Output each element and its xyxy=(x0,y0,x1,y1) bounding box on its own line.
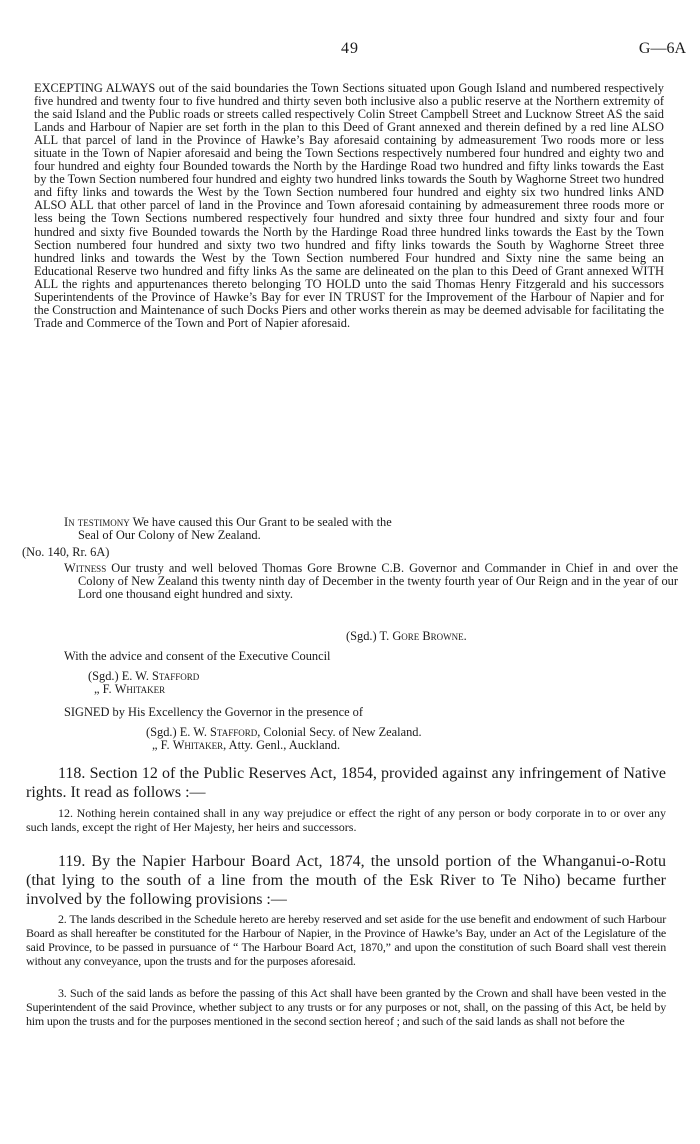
advice-line xyxy=(64,650,694,663)
council-prefix: (Sgd.) E. W. xyxy=(88,669,153,683)
signature-prefix: (Sgd.) T. xyxy=(346,629,393,643)
section-119-quote-2 xyxy=(26,912,666,968)
presence-prefix: „ F. xyxy=(152,738,173,753)
advice-text: With the advice and consent of the Executive Council xyxy=(64,649,331,663)
council-name-whitaker: Whitaker xyxy=(114,682,166,697)
deed-paragraph-text: EXCEPTING ALWAYS out of the said boundaries the Town Sections situated upon Gough Island and numbered respectively five hundred and twenty four to five hundred and thirty seven both inclusive also a public reserve at the Northern extremity of the said Island and the Public roads or streets called respectively Colin Street Campbell Street and Lucknow Street AS the said Lands and Harbour of Napier are set forth in the plan to this Deed of Grant annexed and therein defined by a red line ALSO ALL that parcel of land in the Province of Hawke’s Bay aforesaid containing by admeasurement Two roods more or less situate in the Town of Napier aforesaid and being the Town Sections respectively numbered four hundred and eighty two and four hundred and eighty four Bounded towards the North by the Hardinge Road two hundred and fifty links towards the East by the Town Section numbered four hundred and eighty two hundred links towards the South by Waghorne Street two hundred and fifty links and towards the West by the Town Section numbered four hundred and eighty six two hundred links AND ALSO ALL that other parcel of land in the Province and Town aforesaid containing by admeasurement three roods more or less being the Town Sections numbered respectively four hundred and sixty three four hundred and sixty four and four hundred and sixty five Bounded towards the North by the Hardinge Road three hundred links towards the East by the Town Section numbered four hundred and sixty two two hundred and fifty links towards the South by Waghorne Street three hundred links and towards the West by the Town Section numbered Four hundred and Sixty nine the same being an Educational Reserve two hundred and fifty links As the same are delineated on the plan to this Deed of Grant annexed WITH ALL the rights and appurtenances thereto belonging TO HOLD unto the said Thomas Henry Fitzgerald and his successors Superintendents of the Province of Hawke’s Bay for ever IN TRUST for the Improvement of the Harbour of Napier and for the Construction and Maintenance of such Docks Piers and other works therein as may be deemed advisable for facilitating the Trade and Commerce of the Town and Port of Napier aforesaid. xyxy=(34,81,664,330)
governor-signature xyxy=(346,630,666,643)
presence-title: , Atty. Genl., Auckland. xyxy=(223,738,341,753)
testimony-text: We have caused this Our Grant to be sealed with the xyxy=(129,515,392,529)
testimony-lead: In testimony xyxy=(64,515,130,529)
quote-text: 12. Nothing herein contained shall in any way prejudice or effect the right of any person or body corporate in to or over any such lands, except the right of Her Majesty, her heirs and successors. xyxy=(26,806,666,834)
seal-reference xyxy=(22,546,652,559)
witness-paragraph xyxy=(64,562,678,601)
testimony-block xyxy=(34,516,664,542)
seal-reference-text: (No. 140, Rr. 6A) xyxy=(22,545,110,559)
governor-name: Gore Browne. xyxy=(392,629,467,643)
council-name-stafford: Stafford xyxy=(152,669,200,683)
testimony-line-2: Seal of Our Colony of New Zealand. xyxy=(78,528,261,543)
presence-name-whitaker: Whitaker xyxy=(172,738,224,753)
quote-text: 3. Such of the said lands as before the passing of this Act shall have been granted by the Crown and shall have been vested in the Superintendent of the said Province, whether subject to any trusts or for any purposes or not, shall, on the passing of this Act, be held by him upon the trusts and for the purposes mentioned in the second section hereof ; and such of the said lands as shall not before the xyxy=(26,986,666,1028)
presence-name-stafford: Stafford xyxy=(210,725,258,739)
deed-excepting-paragraph xyxy=(34,82,664,330)
section-119 xyxy=(26,852,666,909)
section-119-quote-3 xyxy=(26,986,666,1028)
presence-prefix: (Sgd.) E. W. xyxy=(146,725,211,739)
document-reference: G—6A xyxy=(638,40,686,57)
quote-text: 2. The lands described in the Schedule hereto are hereby reserved and set aside for the use benefit and endowment of such Harbour Board as shall hereafter be constituted for the Harbour of Napier, in the Province of Hawke’s Bay, under an Act of the Legislature of the said Province, to be passed in pursuance of “ The Harbour Board Act, 1870,” and upon the constitution of such Board shall vest therein without any conveyance, upon the trusts and for the purposes aforesaid. xyxy=(26,912,666,968)
section-118-quote xyxy=(26,806,666,834)
presence-signatures xyxy=(146,726,666,752)
section-118-text: 118. Section 12 of the Public Reserves Act, 1854, provided against any infringement of Native rights. It read as follows :— xyxy=(26,765,666,801)
page-number: 49 xyxy=(341,40,359,57)
council-prefix: „ F. xyxy=(94,682,115,697)
council-signatures xyxy=(88,670,700,696)
section-119-text: 119. By the Napier Harbour Board Act, 1874, the unsold portion of the Whanganui-o-Rotu (that lying to the south of a line from the mouth of the Esk River to Te Niho) became further involved by the following provisions :— xyxy=(26,853,666,908)
signed-text: SIGNED by His Excellency the Governor in the presence of xyxy=(64,705,364,719)
presence-title: , Colonial Secy. of New Zealand. xyxy=(257,725,422,739)
section-118 xyxy=(26,764,666,802)
witness-text: Our trusty and well beloved Thomas Gore Browne C.B. Governor and Commander in Chief in and over the Colony of New Zealand this twenty ninth day of December in the twenty fourth year of Our Reign and in the year of our Lord one thousand eight hundred and sixty. xyxy=(78,561,678,602)
signed-line xyxy=(64,706,694,719)
witness-lead: Witness xyxy=(64,561,107,575)
